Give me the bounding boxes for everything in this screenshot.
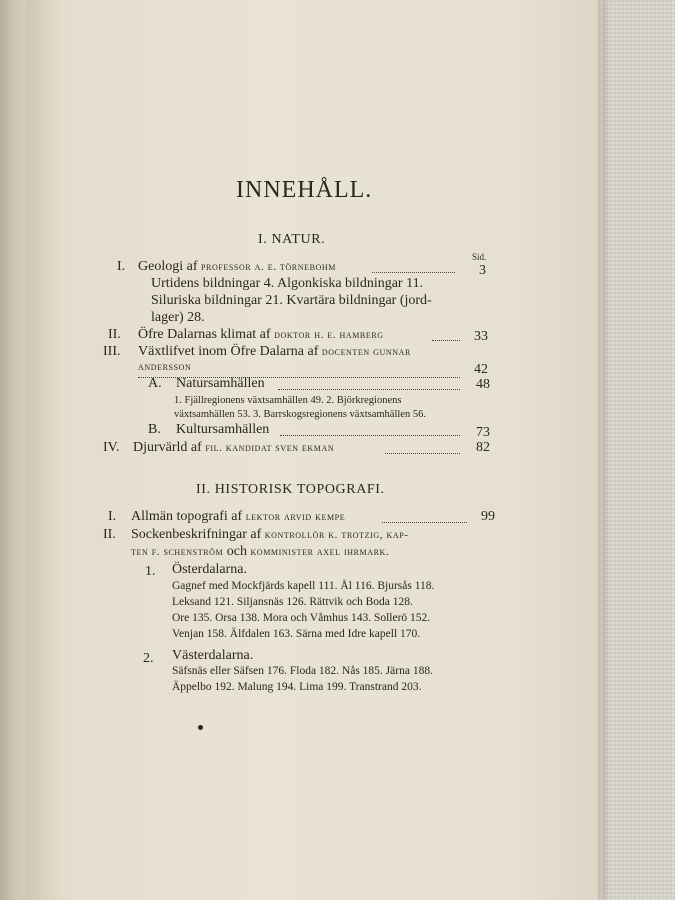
toc-sub-line: Säfsnäs eller Säfsen 176. Floda 182. Nås 185. Järna 188. (172, 665, 433, 677)
toc-sub-title: Västerdalarna. (172, 648, 254, 663)
sid-label: Sid. (472, 252, 487, 262)
toc-entry-author: fil. kandidat sven ekman (205, 442, 335, 454)
toc-page-number: 3 (479, 263, 486, 278)
toc-entry-letter: A. (148, 376, 162, 391)
toc-page-number: 42 (474, 362, 488, 377)
toc-entry-author: komminister axel ihrmark. (250, 546, 390, 558)
section-heading-natur: I. NATUR. (258, 232, 326, 247)
toc-entry-text: Sockenbeskrifningar af (131, 527, 262, 542)
toc-sub-number: 1. (145, 564, 156, 579)
toc-sub-line: Leksand 121. Siljansnäs 126. Rättvik och Boda 128. (172, 596, 413, 608)
leader-dots (278, 389, 460, 390)
toc-entry-title: Kultursamhällen (176, 422, 270, 437)
toc-sub-title: Österdalarna. (172, 562, 248, 577)
ink-spot (198, 725, 203, 730)
toc-entry-text: Öfre Dalarnas klimat af (138, 327, 271, 342)
toc-sub-line: växtsamhällen 53. 3. Barrskogsregionens växtsamhällen 56. (174, 409, 426, 420)
leader-dots (280, 435, 460, 436)
toc-sub-number: 2. (143, 651, 154, 666)
toc-entry-number: II. (108, 327, 121, 342)
toc-entry-number: I. (108, 509, 117, 524)
toc-sub-line: lager) 28. (151, 310, 205, 325)
toc-entry-author: docenten gunnar (321, 346, 411, 358)
leader-dots (432, 340, 460, 341)
toc-entry-author: professor a. e. törnebohm (200, 261, 336, 273)
toc-page-number: 99 (481, 509, 495, 524)
toc-entry-title (131, 509, 345, 525)
toc-entry-text: Växtlifvet inom Öfre Dalarna af (138, 344, 319, 359)
toc-page-number: 33 (474, 329, 488, 344)
toc-entry-title: Natursamhällen (176, 376, 265, 391)
leader-dots (382, 522, 467, 523)
toc-sub-line: Äppelbo 192. Malung 194. Lima 199. Transtrand 203. (172, 681, 422, 693)
toc-sub-line: 1. Fjällregionens växtsamhällen 49. 2. Björkregionens (174, 395, 402, 406)
toc-entry-author: andersson (138, 361, 192, 373)
toc-sub-line: Venjan 158. Älfdalen 163. Särna med Idre kapell 170. (172, 628, 421, 640)
toc-entry-number: IV. (103, 440, 120, 455)
toc-entry-author: kontrollör k. trotzig, kap- (264, 529, 409, 541)
toc-entry-text: Allmän topografi af (131, 509, 243, 524)
leader-dots (385, 453, 460, 454)
toc-entry-author-line (131, 544, 389, 560)
toc-entry-title (138, 259, 336, 275)
toc-entry-author: ten f. schenström (131, 546, 224, 558)
toc-sub-line: Gagnef med Mockfjärds kapell 111. Ål 116. Bjursås 118. (172, 580, 435, 592)
toc-entry-number: I. (117, 259, 126, 274)
toc-entry-author: lektor arvid kempe (245, 511, 346, 523)
toc-entry-number: III. (103, 344, 121, 359)
toc-sub-line: Siluriska bildningar 21. Kvartära bildningar (jord- (151, 293, 432, 308)
toc-entry-letter: B. (148, 422, 161, 437)
toc-entry-number: II. (103, 527, 116, 542)
toc-page-number: 82 (476, 440, 490, 455)
toc-sub-line: Ore 135. Orsa 138. Mora och Våmhus 143. Sollerö 152. (172, 612, 431, 624)
toc-entry-title (138, 344, 411, 360)
toc-entry-title (138, 327, 384, 343)
section-heading-topografi: II. HISTORISK TOPOGRAFI. (196, 482, 385, 497)
leader-dots (372, 272, 455, 273)
page-shadow (598, 0, 606, 900)
toc-page-number: 48 (476, 377, 490, 392)
toc-page-number: 73 (476, 425, 490, 440)
toc-entry-title (131, 527, 409, 543)
page-title: INNEHÅLL. (236, 177, 373, 203)
toc-entry-title (133, 440, 334, 456)
toc-entry-author: doktor h. e. hamberg (274, 329, 384, 341)
toc-sub-line: Urtidens bildningar 4. Algonkiska bildningar 11. (151, 276, 424, 291)
toc-entry-text: och (226, 544, 247, 559)
toc-entry-text: Djurvärld af (133, 440, 202, 455)
toc-entry-text: Geologi af (138, 259, 198, 274)
